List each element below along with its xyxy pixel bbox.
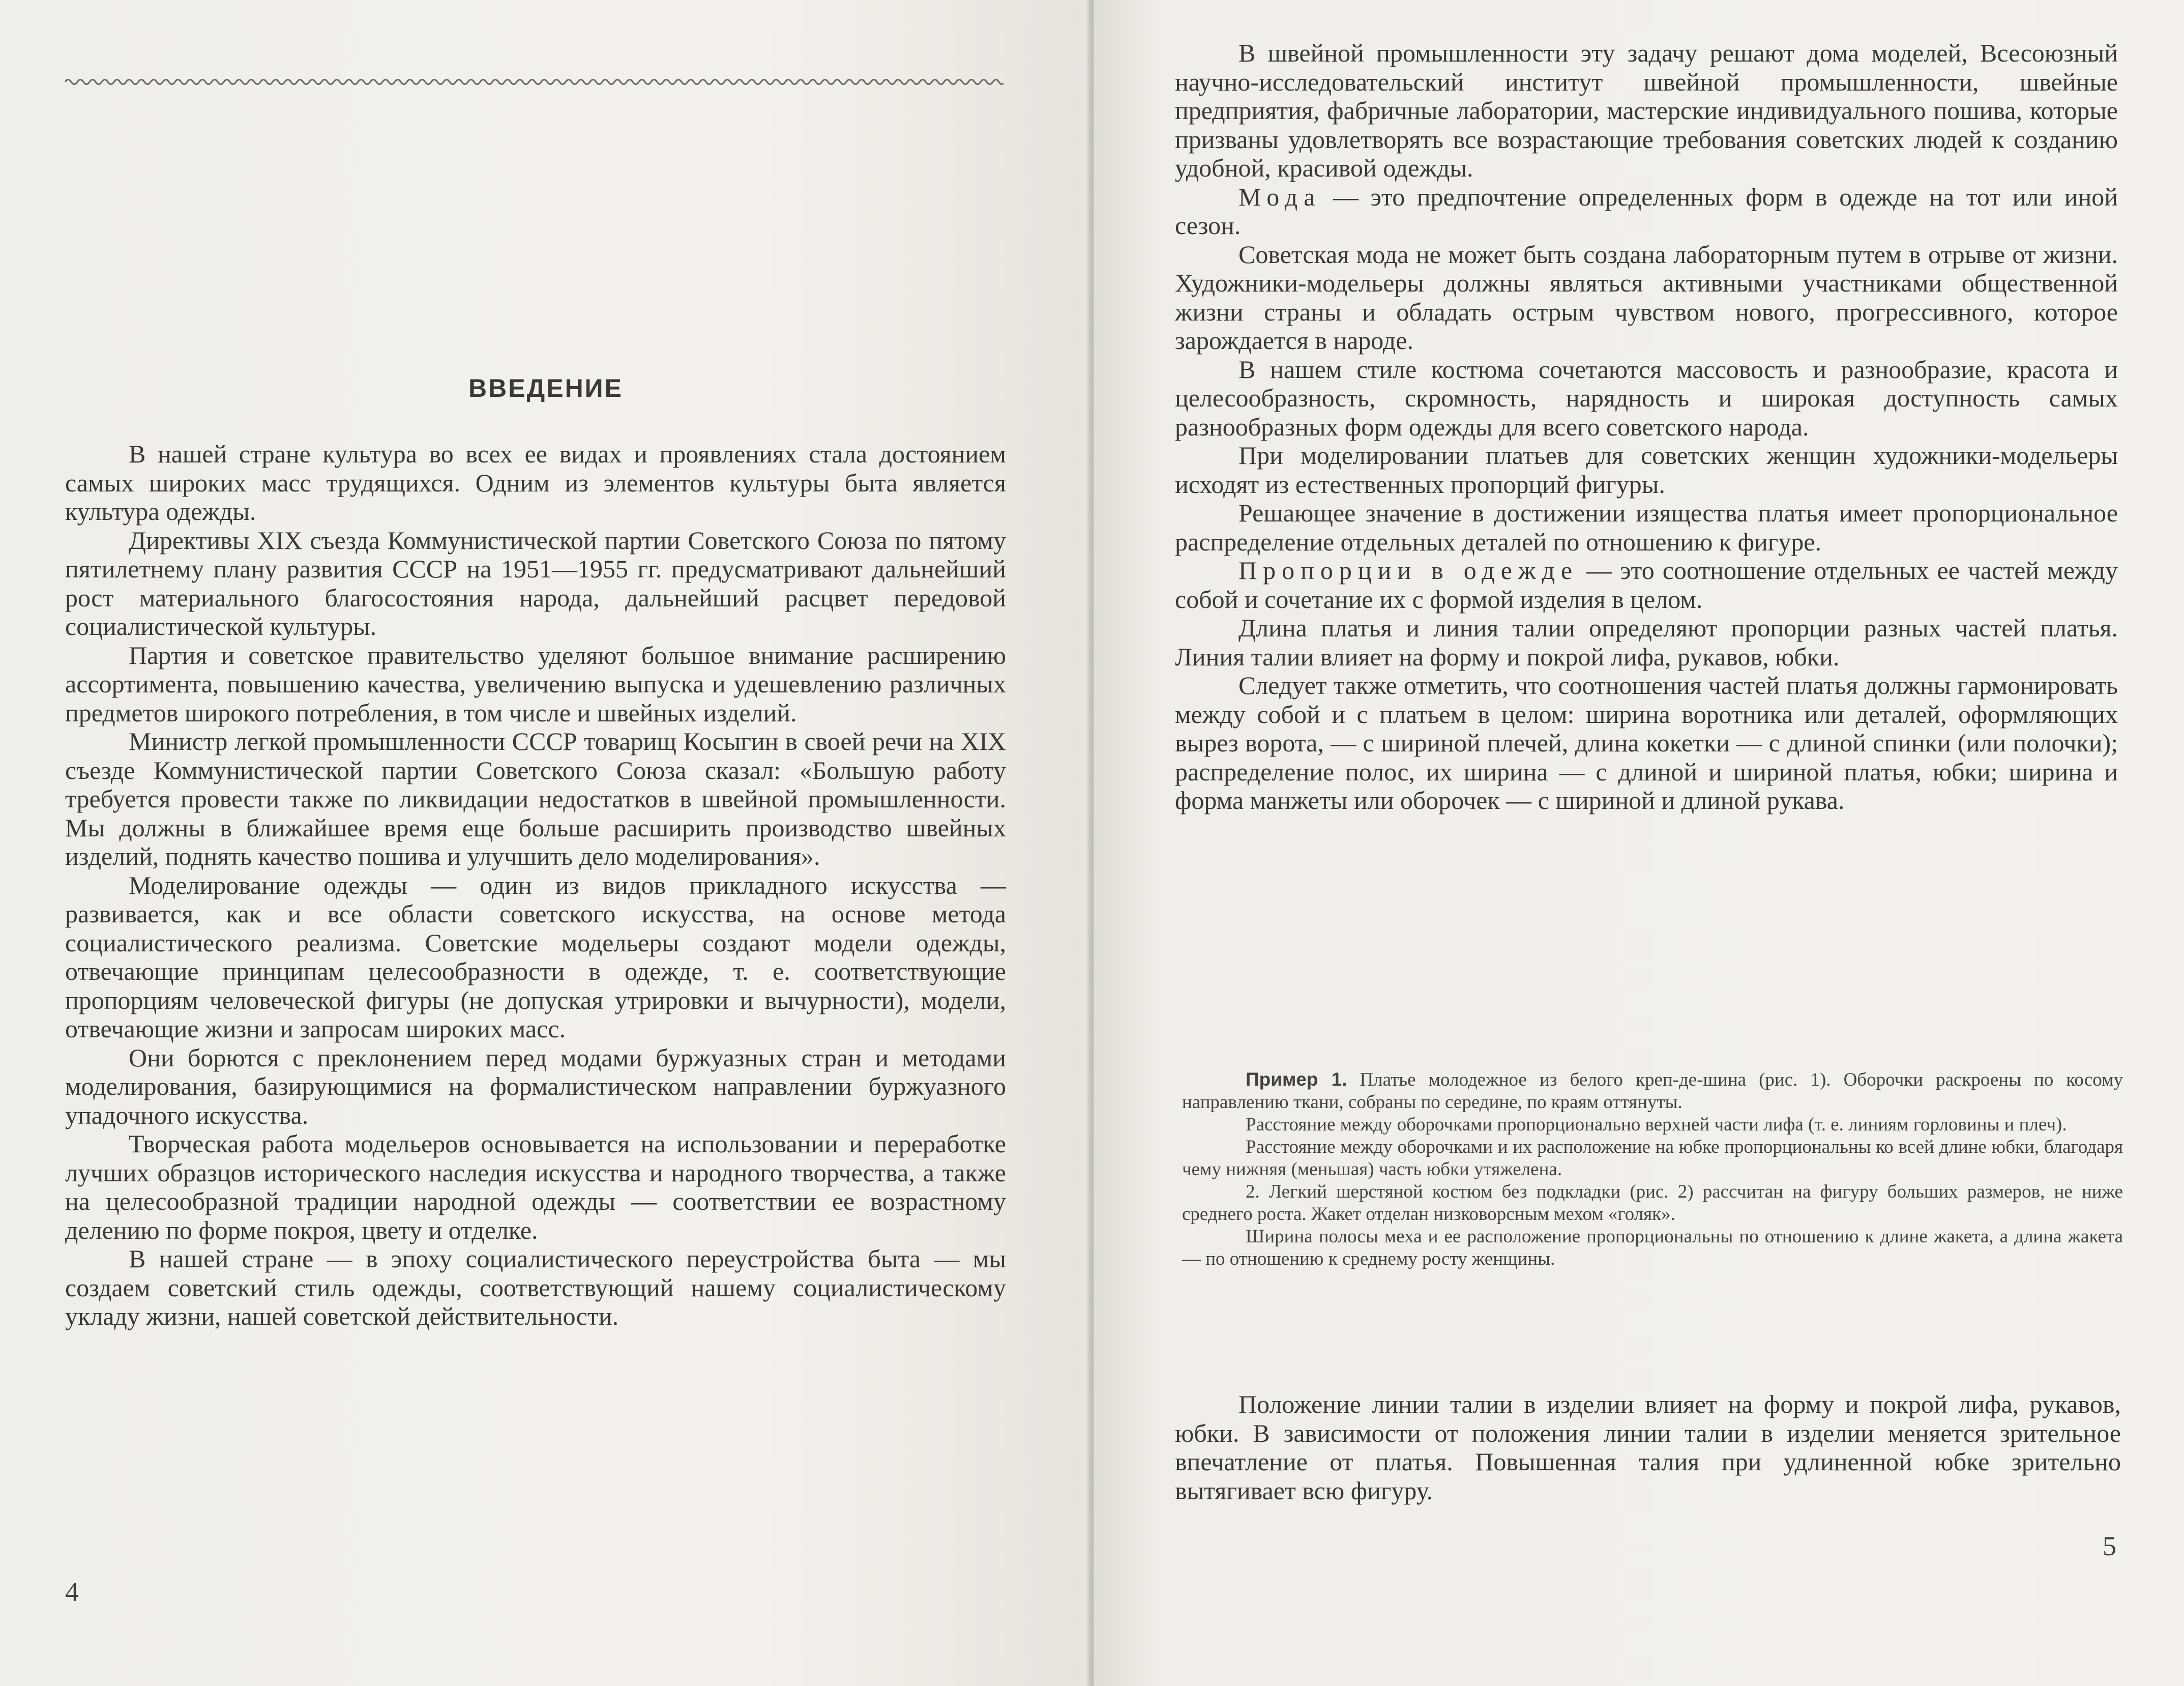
decorative-wavy-rule <box>65 75 1004 89</box>
moda-definition: — это предпочтение определенных форм в одежде на тот или иной сезон. <box>1175 182 2118 240</box>
proportion-definition: — это соотношение отдельных ее частей между собой и сочетание их с формой изделия в целом. <box>1175 556 2118 614</box>
example-notes <box>1182 1068 2123 1270</box>
paragraph: Партия и советское правительство уделяют большое внимание расширению ассортимента, повышению качества, увеличению выпуска и удешевлению различных предметов широкого потребления, в том числе и швейных изделий. <box>65 641 1006 727</box>
note: Расстояние между оборочками пропорционально верхней части лифа (т. е. линиям горловины и плеч). <box>1246 1114 2067 1135</box>
paragraph: В нашей стране культура во всех ее видах и проявлениях стала достоянием самых широких масс трудящихся. Одним из элементов культуры быта является культура одежды. <box>65 440 1006 526</box>
paragraph: Следует также отметить, что соотношения частей платья должны гармонировать между собой и с платьем в целом: ширина воротника или деталей, оформляющих вырез ворота, — с шириной плечей, длина кокетки — с длиной спинки (или полочки); распределение полос, их ширина — с длиной и шириной платья, юбки; ширина и форма манжеты или оборочек — с шириной и длиной рукава. <box>1175 671 2118 815</box>
section-heading: ВВЕДЕНИЕ <box>468 374 623 402</box>
example-1 <box>1182 1068 2123 1114</box>
paragraph: В швейной промышленности эту задачу решают дома моделей, Всесоюзный научно-исследовательский институт швейной промышленности, швейные предприятия, фабричные лаборатории, мастерские индивидуального пошива, которые призваны удовлетворять все возрастающие требования советских людей к созданию удобной, красивой одежды. <box>1175 39 2118 182</box>
note: 2. Легкий шерстяной костюм без подкладки (рис. 2) рассчитан на фигуру больших размеров, не ниже среднего роста. Жакет отделан низковорсным мехом «голяк». <box>1182 1181 2123 1225</box>
term-proportion: Пропорции в одежде <box>1238 556 1579 585</box>
note: Ширина полосы меха и ее расположение пропорциональны по отношению к длине жакета, а длина жакета — по отношению к среднему росту женщины. <box>1182 1226 2123 1269</box>
page-number-left: 4 <box>65 1577 79 1607</box>
paragraph: В нашем стиле костюма сочетаются массовость и разнообразие, красота и целесообразность, скромность, нарядность и широкая доступность самых разнообразных форм одежды для всего советского народа. <box>1175 355 2118 441</box>
paragraph: Министр легкой промышленности СССР товарищ Косыгин в своей речи на XIX съезде Коммунистической партии Советского Союза сказал: «Большую работу требуется провести также по ликвидации недостатков в швейной промышленности. Мы должны в ближайшее время еще больше расширить производство швейных изделий, поднять качество пошива и улучшить дело моделирования». <box>65 727 1006 870</box>
paragraph: Советская мода не может быть создана лабораторным путем в отрыве от жизни. Художники-модельеры должны являться активными участниками общественной жизни страны и обладать острым чувством нового, прогрессивного, которое зарождается в народе. <box>1175 240 2118 355</box>
note: Расстояние между оборочками и их расположение на юбке пропорциональны ко всей длине юбки, благодаря чему нижняя (меньшая) часть юбки утяжелена. <box>1182 1137 2123 1180</box>
left-page <box>0 0 1091 1686</box>
paragraph: Решающее значение в достижении изящества платья имеет пропорциональное распределение отдельных деталей по отношению к фигуре. <box>1175 499 2118 556</box>
left-text-column <box>65 440 1006 1331</box>
term-moda: Мода <box>1238 182 1321 211</box>
paragraph: Директивы XIX съезда Коммунистической партии Советского Союза по пятому пятилетнему плану развития СССР на 1951—1955 гг. предусматривают дальнейший рост материального благосостояния народа, дальнейший расцвет передовой социалистической культуры. <box>65 526 1006 641</box>
paragraph: В нашей стране — в эпоху социалистического переустройства быта — мы создаем советский стиль одежды, соответствующий нашему социалистическому укладу жизни, нашей советской действительности. <box>65 1244 1006 1330</box>
example-1-text: Платье молодежное из белого креп-де-шина (рис. 1). Оборочки раскроены по косому направлению ткани, собраны по середине, по краям оттянуты. <box>1182 1069 2123 1113</box>
right-text-column <box>1175 39 2118 815</box>
paragraph: Они борются с преклонением перед модами буржуазных стран и методами моделирования, базирующимися на формалистическом направлении буржуазного упадочного искусства. <box>65 1043 1006 1129</box>
paragraph: Длина платья и линия талии определяют пропорции разных частей платья. Линия талии влияет на форму и покрой лифа, рукавов, юбки. <box>1175 614 2118 671</box>
paragraph: Положение линии талии в изделии влияет на форму и покрой лифа, рукавов, юбки. В зависимости от положения линии талии в изделии меняется зрительное впечатление от платья. Повышенная талия при удлиненной юбке зрительно вытягивает всю фигуру. <box>1175 1390 2121 1505</box>
paragraph: При моделировании платьев для советских женщин художники-модельеры исходят из естественных пропорций фигуры. <box>1175 441 2118 499</box>
paragraph: Моделирование одежды — один из видов прикладного искусства — развивается, как и все области советского искусства, на основе метода социалистического реализма. Советские модельеры создают модели одежды, отвечающие принципам целесообразности в одежде, т. е. соответствующие пропорциям человеческой фигуры (не допуская утрировки и вычурности), модели, отвечающие жизни и запросам широких масс. <box>65 870 1006 1043</box>
example-label: Пример 1. <box>1246 1069 1347 1090</box>
paragraph: Творческая работа модельеров основывается на использовании и переработке лучших образцов исторического наследия искусства и народного творчества, а также на целесообразной традиции народной одежды — соответствии ее возрастному делению по форме покроя, цвету и отделке. <box>65 1129 1006 1244</box>
right-bottom-paragraph <box>1175 1390 2121 1505</box>
paragraph-proportion <box>1175 556 2118 614</box>
paragraph-moda <box>1175 183 2118 240</box>
page-number-right: 5 <box>2103 1531 2116 1561</box>
